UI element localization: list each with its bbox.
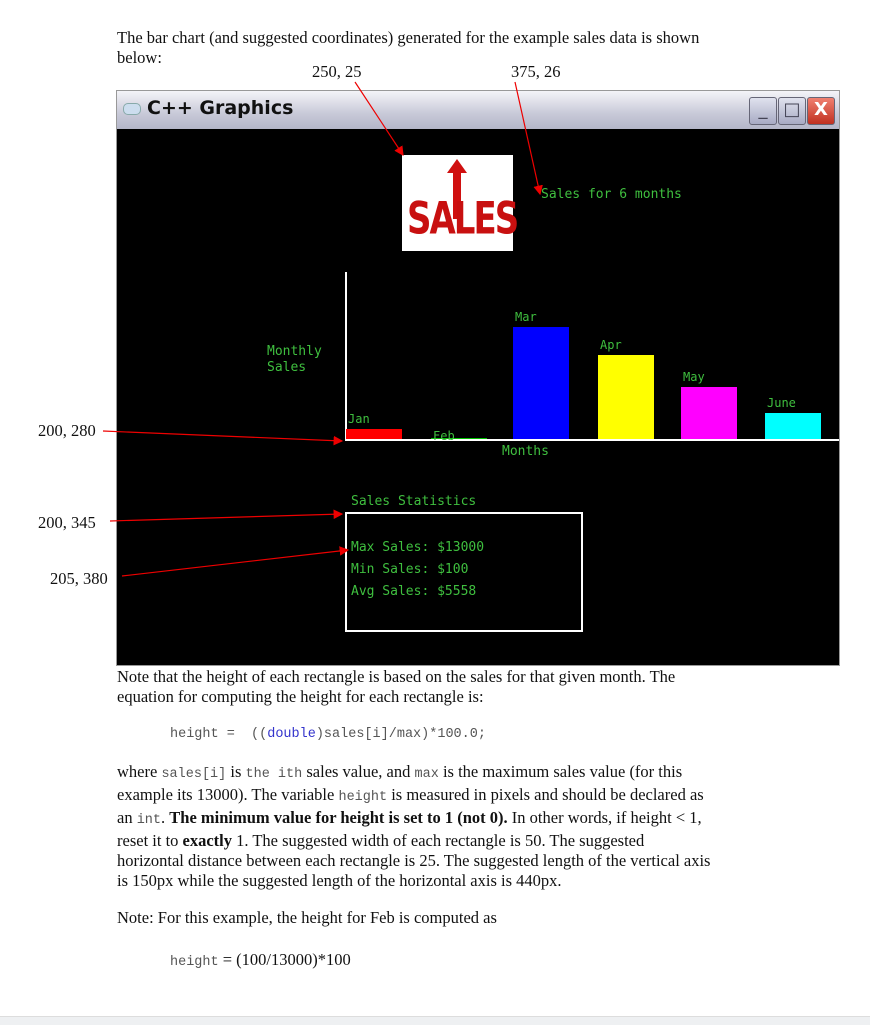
arrow-stats-text xyxy=(122,550,348,576)
window-title: C++ Graphics xyxy=(147,97,294,119)
annotation-title-coord: 375, 26 xyxy=(511,62,561,81)
intro-text: The bar chart (and suggested coordinates) generated for the example sales data is shown below: xyxy=(117,28,700,67)
annotation-axis-coord: 200, 280 xyxy=(38,421,96,440)
annotation-stats-text-coord: 205, 380 xyxy=(50,569,108,588)
height-formula: height = ((double)sales[i]/max)*100.0; xyxy=(170,727,486,742)
sales-logo-image: SALES xyxy=(402,155,513,251)
bar-label: Jan xyxy=(348,412,370,426)
stats-title: Sales Statistics xyxy=(351,494,477,509)
note-paragraph: Note that the height of each rectangle is based on the sales for that given month. The equation for computing the height for each rectangle is: xyxy=(117,667,676,706)
x-axis-label: Months xyxy=(502,444,549,459)
bar-label: Mar xyxy=(515,310,537,324)
y-axis-label: Monthly Sales xyxy=(267,344,322,375)
arrow-logo xyxy=(355,82,403,155)
explanation-paragraph: where sales[i] is the ith sales value, and max is the maximum sales value (for this example its 13000). The variable height is measured in pixels and should be declared as an int. The minimum value for height is set to 1 (not 0). In other words, if height < 1, reset it to exactly 1. The suggested width of each rectangle is 50. The suggested horizontal distance between each rectangle is 25. The suggested length of the vertical axis is 150px while the suggested length of the horizontal axis is 440px. xyxy=(117,762,711,890)
chart-title: Sales for 6 months xyxy=(541,187,682,202)
feb-formula: height = (100/13000)*100 xyxy=(170,950,351,970)
minimize-button[interactable]: _ xyxy=(749,97,777,125)
maximize-button[interactable]: □ xyxy=(778,97,806,125)
arrow-stats-title xyxy=(110,514,342,521)
close-button[interactable]: X xyxy=(807,97,835,125)
bar-label: Feb xyxy=(433,429,455,443)
bar-label: June xyxy=(767,396,796,410)
arrow-title xyxy=(515,82,540,194)
avg-sales: Avg Sales: $5558 xyxy=(351,584,477,599)
annotation-logo-coord: 250, 25 xyxy=(312,62,362,81)
bar-label: Apr xyxy=(600,338,622,352)
arrow-axis xyxy=(103,431,342,441)
bar-label: May xyxy=(683,370,705,384)
max-sales: Max Sales: $13000 xyxy=(351,540,485,555)
feb-note: Note: For this example, the height for Feb is computed as xyxy=(117,908,497,927)
annotation-stats-title-coord: 200, 345 xyxy=(38,513,96,532)
min-sales: Min Sales: $100 xyxy=(351,562,469,577)
